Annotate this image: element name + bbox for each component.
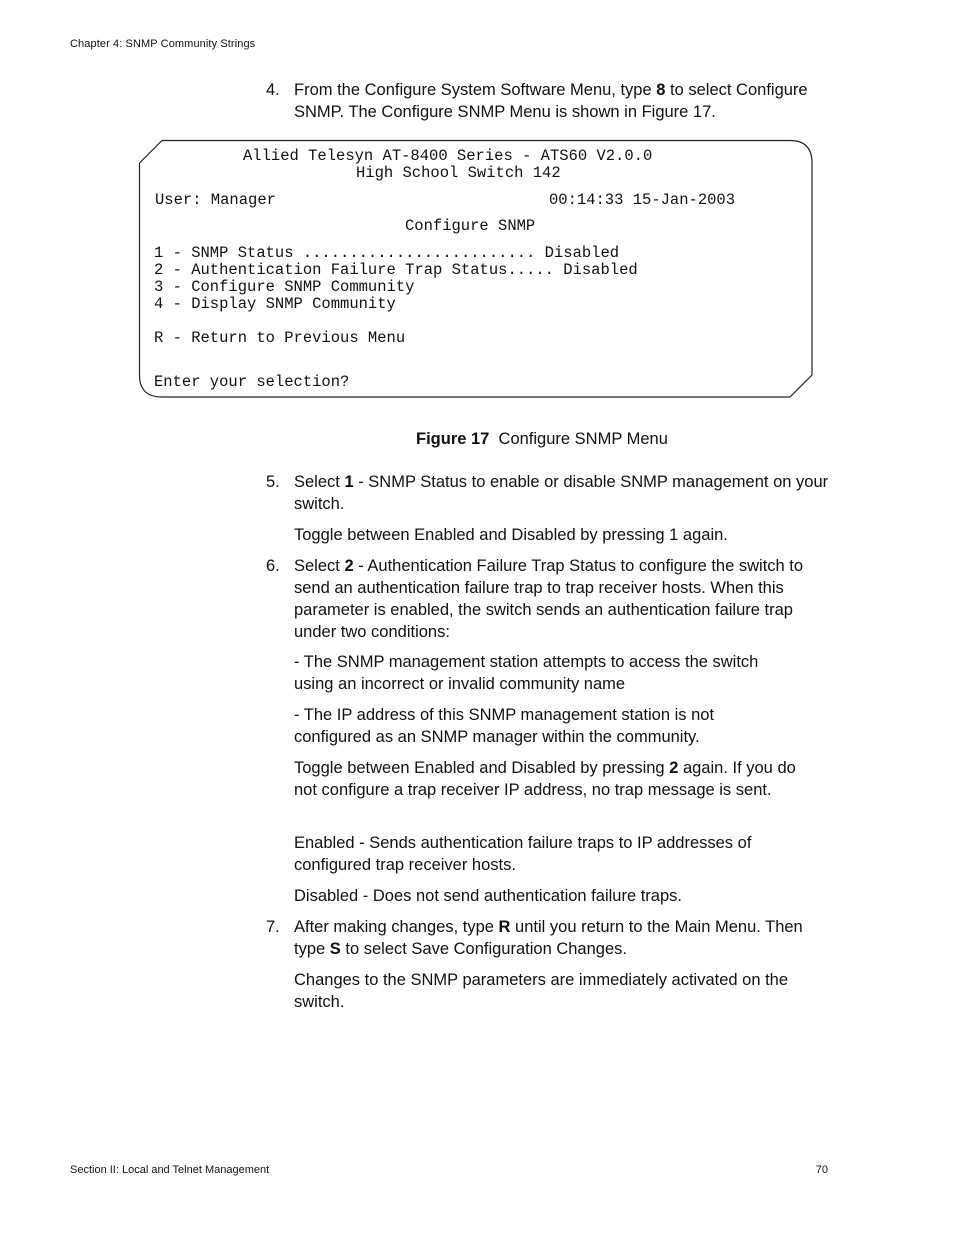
- enabled-description: Enabled - Sends authentication failure traps to IP addresses of configured trap receiver hosts.: [294, 834, 752, 874]
- step-number: 6.: [266, 557, 280, 575]
- text-run: again. If you do not configure a trap receiver IP address, no trap message is sent.: [294, 759, 796, 799]
- step-number: 4.: [266, 81, 280, 99]
- running-footer: Section II: Local and Telnet Management: [70, 1164, 270, 1176]
- key-label: 8: [656, 81, 666, 99]
- menu-item-return: R - Return to Previous Menu: [154, 329, 406, 347]
- menu-item-auth-trap: 2 - Authentication Failure Trap Status..... Disabled: [154, 261, 638, 279]
- text-run: until you return to the Main Menu. Then type: [294, 918, 803, 958]
- step-6-toggle-note: [294, 757, 804, 801]
- step-text: [294, 471, 829, 515]
- step-text: [294, 555, 829, 643]
- figure-label: Figure 17: [416, 430, 490, 448]
- text-run: Toggle between Enabled and Disabled by pressing: [294, 759, 670, 777]
- key-label: 1: [344, 473, 354, 491]
- menu-item-snmp-status: 1 - SNMP Status ......................... Disabled: [154, 244, 620, 262]
- step-number: 7.: [266, 918, 280, 936]
- disabled-description: Disabled - Does not send authentication failure traps.: [294, 887, 682, 905]
- figure-caption: [416, 430, 668, 449]
- text-run: - Authentication Failure Trap Status to configure the switch to send an authentication failure trap to trap receiver hosts. When this parameter is enabled, the switch sends an authentication failure trap under two conditions:: [294, 557, 804, 641]
- menu-item-configure-community: 3 - Configure SNMP Community: [154, 278, 415, 296]
- page-number: 70: [815, 1164, 828, 1176]
- figure-title: Configure SNMP Menu: [498, 430, 668, 448]
- terminal-title: Allied Telesyn AT-8400 Series - ATS60 V2.0.0: [243, 147, 653, 165]
- terminal-user: User: Manager: [155, 191, 276, 209]
- terminal-datetime: 00:14:33 15-Jan-2003: [549, 191, 736, 209]
- key-label: R: [498, 918, 511, 936]
- terminal-switch-name: High School Switch 142: [356, 164, 561, 182]
- text-run: Select: [294, 557, 345, 575]
- key-label: 2: [344, 557, 354, 575]
- step-text: [294, 79, 829, 123]
- condition-1: - The SNMP management station attempts to access the switch using an incorrect or invalid community name: [294, 653, 759, 693]
- text-run: to select Configure SNMP. The Configure SNMP Menu is shown in Figure 17.: [294, 81, 808, 121]
- step-7-note: Changes to the SNMP parameters are immediately activated on the switch.: [294, 971, 789, 1011]
- step-5-toggle-note: Toggle between Enabled and Disabled by pressing 1 again.: [294, 526, 728, 544]
- text-run: From the Configure System Software Menu, type: [294, 81, 657, 99]
- step-text: [294, 916, 829, 960]
- condition-2: - The IP address of this SNMP management station is not configured as an SNMP manager within the community.: [294, 706, 715, 746]
- key-label: S: [329, 940, 341, 958]
- terminal-menu-title: Configure SNMP: [405, 217, 536, 235]
- text-run: After making changes, type: [294, 918, 499, 936]
- key-label: 2: [669, 759, 679, 777]
- terminal-prompt: Enter your selection?: [154, 373, 350, 391]
- menu-item-display-community: 4 - Display SNMP Community: [154, 295, 396, 313]
- text-run: Select: [294, 473, 345, 491]
- text-run: - SNMP Status to enable or disable SNMP management on your switch.: [294, 473, 829, 513]
- step-number: 5.: [266, 473, 280, 491]
- text-run: to select Save Configuration Changes.: [340, 940, 627, 958]
- running-header: Chapter 4: SNMP Community Strings: [70, 38, 256, 50]
